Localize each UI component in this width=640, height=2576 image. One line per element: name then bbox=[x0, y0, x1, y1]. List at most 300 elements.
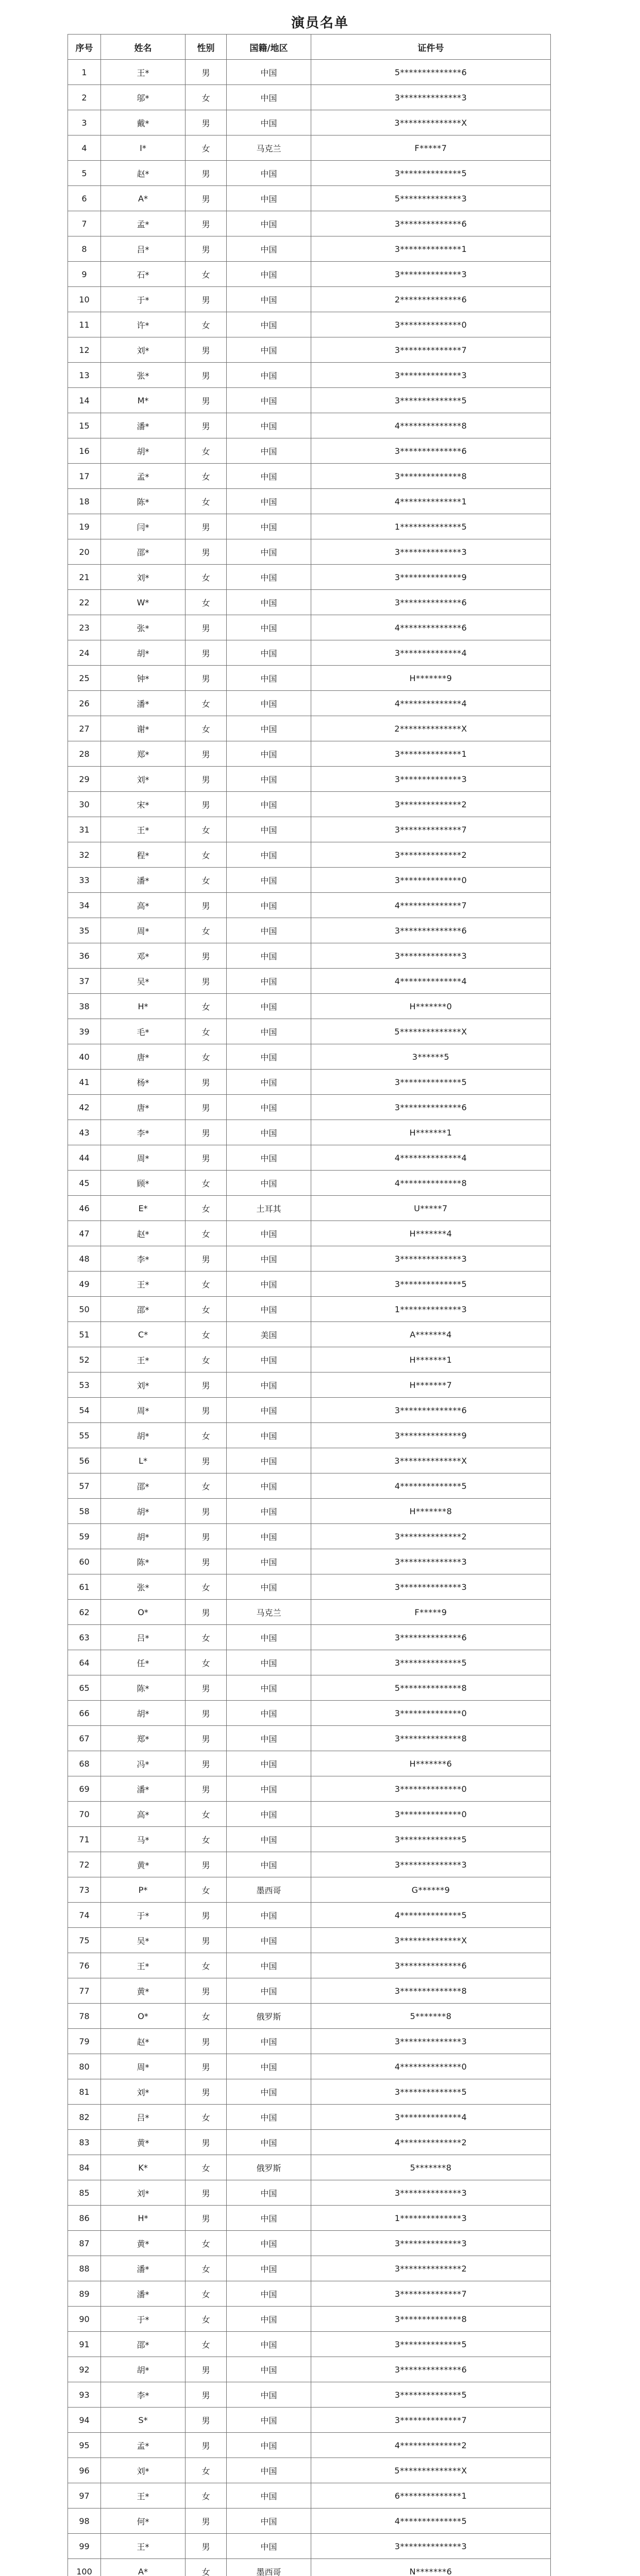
cell-gender: 男 bbox=[186, 2079, 227, 2105]
cell-nationality: 中国 bbox=[227, 2357, 311, 2382]
cell-id-number: 3**************3 bbox=[311, 363, 551, 388]
cell-gender: 男 bbox=[186, 413, 227, 438]
table-row bbox=[68, 236, 551, 262]
cell-id-number: 3**************X bbox=[311, 1928, 551, 1953]
table-row bbox=[68, 868, 551, 893]
cell-name: 张* bbox=[101, 615, 186, 640]
cell-gender: 男 bbox=[186, 943, 227, 969]
cell-gender: 女 bbox=[186, 2332, 227, 2357]
table-row bbox=[68, 1372, 551, 1398]
cell-seq: 73 bbox=[68, 1877, 101, 1903]
cell-name: 邵* bbox=[101, 2332, 186, 2357]
cell-seq: 77 bbox=[68, 1978, 101, 2004]
table-row bbox=[68, 1246, 551, 1272]
cell-id-number: 3**************0 bbox=[311, 1802, 551, 1827]
cell-name: 周* bbox=[101, 1145, 186, 1171]
cell-gender: 女 bbox=[186, 842, 227, 868]
table-row bbox=[68, 1751, 551, 1776]
cell-seq: 92 bbox=[68, 2357, 101, 2382]
cell-gender: 男 bbox=[186, 792, 227, 817]
cell-gender: 女 bbox=[186, 2307, 227, 2332]
cell-id-number: 3**************X bbox=[311, 110, 551, 135]
cell-seq: 9 bbox=[68, 262, 101, 287]
cell-seq: 23 bbox=[68, 615, 101, 640]
cell-nationality: 中国 bbox=[227, 1549, 311, 1574]
cell-name: 刘* bbox=[101, 337, 186, 363]
cell-name: 吴* bbox=[101, 1928, 186, 1953]
table-row bbox=[68, 2483, 551, 2509]
cell-id-number: 3**************5 bbox=[311, 2079, 551, 2105]
table-row bbox=[68, 792, 551, 817]
table-row bbox=[68, 438, 551, 464]
cell-seq: 15 bbox=[68, 413, 101, 438]
cell-name: I* bbox=[101, 135, 186, 161]
cell-seq: 62 bbox=[68, 1600, 101, 1625]
cell-id-number: 3**************7 bbox=[311, 2281, 551, 2307]
cell-nationality: 中国 bbox=[227, 1827, 311, 1852]
cell-name: 王* bbox=[101, 2483, 186, 2509]
cell-id-number: 3**************3 bbox=[311, 1574, 551, 1600]
cell-nationality: 中国 bbox=[227, 1120, 311, 1145]
cell-seq: 67 bbox=[68, 1726, 101, 1751]
cell-id-number: 4**************6 bbox=[311, 615, 551, 640]
cell-id-number: 3**************3 bbox=[311, 943, 551, 969]
cell-gender: 男 bbox=[186, 969, 227, 994]
cell-id-number: 2**************6 bbox=[311, 287, 551, 312]
cell-seq: 5 bbox=[68, 161, 101, 186]
cell-gender: 男 bbox=[186, 615, 227, 640]
cell-seq: 82 bbox=[68, 2105, 101, 2130]
table-row bbox=[68, 287, 551, 312]
cell-seq: 18 bbox=[68, 489, 101, 514]
cell-gender: 男 bbox=[186, 741, 227, 767]
cell-seq: 70 bbox=[68, 1802, 101, 1827]
table-row bbox=[68, 1549, 551, 1574]
cell-gender: 男 bbox=[186, 1978, 227, 2004]
cell-name: 胡* bbox=[101, 1423, 186, 1448]
cell-name: A* bbox=[101, 2559, 186, 2576]
cell-name: H* bbox=[101, 994, 186, 1019]
table-row bbox=[68, 1903, 551, 1928]
cell-name: 王* bbox=[101, 1272, 186, 1297]
cell-seq: 43 bbox=[68, 1120, 101, 1145]
cell-name: O* bbox=[101, 1600, 186, 1625]
cell-nationality: 中国 bbox=[227, 211, 311, 236]
table-row bbox=[68, 363, 551, 388]
cell-name: 钟* bbox=[101, 666, 186, 691]
cell-name: M* bbox=[101, 388, 186, 413]
cell-name: 潘* bbox=[101, 1776, 186, 1802]
cell-seq: 80 bbox=[68, 2054, 101, 2079]
cell-nationality: 中国 bbox=[227, 287, 311, 312]
cell-name: 顾* bbox=[101, 1171, 186, 1196]
cell-seq: 88 bbox=[68, 2256, 101, 2281]
table-row bbox=[68, 2332, 551, 2357]
cell-id-number: 4**************5 bbox=[311, 1473, 551, 1499]
cell-nationality: 中国 bbox=[227, 2054, 311, 2079]
cell-name: 胡* bbox=[101, 2357, 186, 2382]
cell-id-number: 3**************8 bbox=[311, 2307, 551, 2332]
table-row bbox=[68, 1499, 551, 1524]
cell-nationality: 中国 bbox=[227, 413, 311, 438]
cell-nationality: 中国 bbox=[227, 1903, 311, 1928]
cell-gender: 女 bbox=[186, 438, 227, 464]
cell-id-number: F*****9 bbox=[311, 1600, 551, 1625]
cell-nationality: 中国 bbox=[227, 2231, 311, 2256]
cell-gender: 女 bbox=[186, 135, 227, 161]
table-row bbox=[68, 741, 551, 767]
cell-name: 陈* bbox=[101, 489, 186, 514]
table-row bbox=[68, 2307, 551, 2332]
cell-name: 李* bbox=[101, 1120, 186, 1145]
cell-nationality: 中国 bbox=[227, 1928, 311, 1953]
cell-gender: 男 bbox=[186, 110, 227, 135]
cell-seq: 2 bbox=[68, 85, 101, 110]
cell-nationality: 中国 bbox=[227, 767, 311, 792]
cell-seq: 96 bbox=[68, 2458, 101, 2483]
cell-nationality: 中国 bbox=[227, 2534, 311, 2559]
cast-list-table bbox=[68, 34, 551, 2576]
cell-name: 冯* bbox=[101, 1751, 186, 1776]
cell-seq: 83 bbox=[68, 2130, 101, 2155]
cell-gender: 男 bbox=[186, 2029, 227, 2054]
cell-gender: 男 bbox=[186, 2054, 227, 2079]
cell-nationality: 中国 bbox=[227, 1499, 311, 1524]
cell-gender: 女 bbox=[186, 464, 227, 489]
table-row bbox=[68, 2382, 551, 2408]
table-row bbox=[68, 767, 551, 792]
cell-id-number: 3**************6 bbox=[311, 2357, 551, 2382]
table-row bbox=[68, 2180, 551, 2206]
cell-id-number: 3**************2 bbox=[311, 792, 551, 817]
cell-name: 高* bbox=[101, 1802, 186, 1827]
table-row bbox=[68, 590, 551, 615]
table-row bbox=[68, 2509, 551, 2534]
cell-id-number: 3**************7 bbox=[311, 817, 551, 842]
table-row bbox=[68, 1978, 551, 2004]
cell-nationality: 中国 bbox=[227, 312, 311, 337]
cell-id-number: 3**************8 bbox=[311, 464, 551, 489]
cell-seq: 79 bbox=[68, 2029, 101, 2054]
cell-seq: 63 bbox=[68, 1625, 101, 1650]
cell-name: 刘* bbox=[101, 1372, 186, 1398]
cell-name: 黄* bbox=[101, 2231, 186, 2256]
cell-gender: 男 bbox=[186, 2180, 227, 2206]
table-row bbox=[68, 2458, 551, 2483]
cell-id-number: 3**************3 bbox=[311, 1852, 551, 1877]
table-row bbox=[68, 1297, 551, 1322]
cell-name: 胡* bbox=[101, 1701, 186, 1726]
cell-name: 高* bbox=[101, 893, 186, 918]
cell-seq: 14 bbox=[68, 388, 101, 413]
table-row bbox=[68, 969, 551, 994]
cell-nationality: 中国 bbox=[227, 1776, 311, 1802]
table-row bbox=[68, 1802, 551, 1827]
table-row bbox=[68, 110, 551, 135]
cell-seq: 65 bbox=[68, 1675, 101, 1701]
cell-name: 陈* bbox=[101, 1549, 186, 1574]
cell-gender: 女 bbox=[186, 2458, 227, 2483]
cell-id-number: 3**************3 bbox=[311, 2029, 551, 2054]
cell-name: S* bbox=[101, 2408, 186, 2433]
cell-name: 潘* bbox=[101, 868, 186, 893]
table-row bbox=[68, 539, 551, 565]
cell-nationality: 中国 bbox=[227, 110, 311, 135]
cell-name: 潘* bbox=[101, 413, 186, 438]
table-row bbox=[68, 943, 551, 969]
cell-name: 刘* bbox=[101, 2180, 186, 2206]
cell-nationality: 俄罗斯 bbox=[227, 2004, 311, 2029]
cell-seq: 41 bbox=[68, 1070, 101, 1095]
header-gender: 性别 bbox=[186, 35, 227, 60]
cell-id-number: H*******6 bbox=[311, 1751, 551, 1776]
cell-name: 张* bbox=[101, 363, 186, 388]
cell-gender: 女 bbox=[186, 1322, 227, 1347]
cell-seq: 22 bbox=[68, 590, 101, 615]
cell-name: 赵* bbox=[101, 2029, 186, 2054]
cell-id-number: 3**************6 bbox=[311, 1953, 551, 1978]
cell-gender: 女 bbox=[186, 1827, 227, 1852]
cell-id-number: 5**************3 bbox=[311, 186, 551, 211]
cell-gender: 男 bbox=[186, 186, 227, 211]
cell-id-number: 3**************5 bbox=[311, 161, 551, 186]
cell-seq: 40 bbox=[68, 1044, 101, 1070]
cell-nationality: 中国 bbox=[227, 1726, 311, 1751]
cell-name: 唐* bbox=[101, 1044, 186, 1070]
cell-nationality: 中国 bbox=[227, 1524, 311, 1549]
cell-id-number: 3**************6 bbox=[311, 918, 551, 943]
cell-id-number: 3**************7 bbox=[311, 2408, 551, 2433]
table-row bbox=[68, 413, 551, 438]
cell-nationality: 中国 bbox=[227, 1347, 311, 1372]
cell-id-number: 4**************5 bbox=[311, 2509, 551, 2534]
cell-id-number: 3**************3 bbox=[311, 262, 551, 287]
table-row bbox=[68, 60, 551, 85]
table-row bbox=[68, 1625, 551, 1650]
table-row bbox=[68, 1953, 551, 1978]
table-row bbox=[68, 1070, 551, 1095]
cell-gender: 女 bbox=[186, 1877, 227, 1903]
cell-id-number: 4**************2 bbox=[311, 2433, 551, 2458]
cell-name: 周* bbox=[101, 2054, 186, 2079]
cell-nationality: 中国 bbox=[227, 2105, 311, 2130]
cell-id-number: 3**************1 bbox=[311, 741, 551, 767]
cell-id-number: 5**************6 bbox=[311, 60, 551, 85]
cell-name: 戴* bbox=[101, 110, 186, 135]
table-row bbox=[68, 565, 551, 590]
cell-seq: 54 bbox=[68, 1398, 101, 1423]
cell-gender: 女 bbox=[186, 1171, 227, 1196]
table-row bbox=[68, 1600, 551, 1625]
header-name: 姓名 bbox=[101, 35, 186, 60]
cell-gender: 男 bbox=[186, 1246, 227, 1272]
table-row bbox=[68, 1574, 551, 1600]
table-row bbox=[68, 1095, 551, 1120]
cell-name: O* bbox=[101, 2004, 186, 2029]
cell-seq: 33 bbox=[68, 868, 101, 893]
cell-seq: 17 bbox=[68, 464, 101, 489]
cell-gender: 女 bbox=[186, 716, 227, 741]
cell-seq: 57 bbox=[68, 1473, 101, 1499]
cell-gender: 男 bbox=[186, 1701, 227, 1726]
table-row bbox=[68, 337, 551, 363]
table-row bbox=[68, 1120, 551, 1145]
cell-id-number: G******9 bbox=[311, 1877, 551, 1903]
table-row bbox=[68, 666, 551, 691]
cell-seq: 89 bbox=[68, 2281, 101, 2307]
cell-gender: 男 bbox=[186, 1398, 227, 1423]
table-row bbox=[68, 2357, 551, 2382]
cell-seq: 85 bbox=[68, 2180, 101, 2206]
cell-name: 刘* bbox=[101, 2458, 186, 2483]
cell-id-number: 3**************2 bbox=[311, 2256, 551, 2281]
cell-name: 黄* bbox=[101, 2130, 186, 2155]
table-row bbox=[68, 2054, 551, 2079]
cell-nationality: 中国 bbox=[227, 1297, 311, 1322]
cell-nationality: 中国 bbox=[227, 539, 311, 565]
cell-name: 吕* bbox=[101, 2105, 186, 2130]
cell-nationality: 中国 bbox=[227, 1802, 311, 1827]
cell-nationality: 中国 bbox=[227, 60, 311, 85]
table-row bbox=[68, 2004, 551, 2029]
cell-seq: 7 bbox=[68, 211, 101, 236]
cell-gender: 女 bbox=[186, 489, 227, 514]
cell-seq: 95 bbox=[68, 2433, 101, 2458]
cell-gender: 男 bbox=[186, 539, 227, 565]
table-row bbox=[68, 640, 551, 666]
cell-nationality: 中国 bbox=[227, 2180, 311, 2206]
cell-nationality: 中国 bbox=[227, 236, 311, 262]
cell-gender: 女 bbox=[186, 590, 227, 615]
cell-name: 郑* bbox=[101, 741, 186, 767]
cell-id-number: 3**************6 bbox=[311, 1398, 551, 1423]
cell-id-number: 3**************4 bbox=[311, 2105, 551, 2130]
table-row bbox=[68, 489, 551, 514]
page-title: 演员名单 bbox=[291, 15, 349, 31]
cell-name: 吕* bbox=[101, 236, 186, 262]
cell-nationality: 中国 bbox=[227, 1448, 311, 1473]
cell-gender: 男 bbox=[186, 161, 227, 186]
cell-id-number: 3**************2 bbox=[311, 1524, 551, 1549]
cell-nationality: 中国 bbox=[227, 2509, 311, 2534]
table-row bbox=[68, 2433, 551, 2458]
cell-seq: 28 bbox=[68, 741, 101, 767]
cell-seq: 8 bbox=[68, 236, 101, 262]
cell-nationality: 中国 bbox=[227, 868, 311, 893]
cell-gender: 女 bbox=[186, 1625, 227, 1650]
cell-seq: 30 bbox=[68, 792, 101, 817]
cell-name: 许* bbox=[101, 312, 186, 337]
table-row bbox=[68, 2079, 551, 2105]
table-row bbox=[68, 1423, 551, 1448]
cell-gender: 女 bbox=[186, 817, 227, 842]
cell-id-number: 3**************3 bbox=[311, 1549, 551, 1574]
cell-id-number: 4**************4 bbox=[311, 969, 551, 994]
cell-name: 孟* bbox=[101, 211, 186, 236]
cell-id-number: 3**************6 bbox=[311, 438, 551, 464]
cell-name: 程* bbox=[101, 842, 186, 868]
cell-gender: 女 bbox=[186, 2256, 227, 2281]
cell-id-number: 3**************8 bbox=[311, 1978, 551, 2004]
cell-gender: 女 bbox=[186, 85, 227, 110]
table-row bbox=[68, 262, 551, 287]
cell-nationality: 中国 bbox=[227, 161, 311, 186]
cell-gender: 女 bbox=[186, 1196, 227, 1221]
cell-seq: 84 bbox=[68, 2155, 101, 2180]
cell-id-number: 4**************7 bbox=[311, 893, 551, 918]
cell-id-number: 3**************6 bbox=[311, 590, 551, 615]
cell-name: 王* bbox=[101, 60, 186, 85]
cell-name: C* bbox=[101, 1322, 186, 1347]
cell-seq: 58 bbox=[68, 1499, 101, 1524]
cell-gender: 男 bbox=[186, 211, 227, 236]
cell-name: 孟* bbox=[101, 464, 186, 489]
cell-nationality: 中国 bbox=[227, 2130, 311, 2155]
cell-nationality: 中国 bbox=[227, 2029, 311, 2054]
cell-id-number: 5**************X bbox=[311, 2458, 551, 2483]
cell-name: 吴* bbox=[101, 969, 186, 994]
cell-gender: 男 bbox=[186, 1726, 227, 1751]
cell-name: 杨* bbox=[101, 1070, 186, 1095]
cell-name: 王* bbox=[101, 817, 186, 842]
cell-seq: 35 bbox=[68, 918, 101, 943]
table-row bbox=[68, 514, 551, 539]
cell-id-number: 4**************4 bbox=[311, 691, 551, 716]
cell-name: 周* bbox=[101, 918, 186, 943]
cell-nationality: 中国 bbox=[227, 363, 311, 388]
cell-nationality: 中国 bbox=[227, 590, 311, 615]
cell-nationality: 中国 bbox=[227, 1221, 311, 1246]
cell-seq: 39 bbox=[68, 1019, 101, 1044]
cell-seq: 3 bbox=[68, 110, 101, 135]
table-row bbox=[68, 85, 551, 110]
cell-gender: 男 bbox=[186, 388, 227, 413]
cell-name: 闫* bbox=[101, 514, 186, 539]
cell-seq: 36 bbox=[68, 943, 101, 969]
cell-gender: 女 bbox=[186, 1044, 227, 1070]
cell-seq: 20 bbox=[68, 539, 101, 565]
cell-gender: 男 bbox=[186, 2206, 227, 2231]
cell-gender: 女 bbox=[186, 2281, 227, 2307]
cell-name: 于* bbox=[101, 2307, 186, 2332]
cell-id-number: 3**************2 bbox=[311, 842, 551, 868]
cell-nationality: 中国 bbox=[227, 1246, 311, 1272]
cell-seq: 51 bbox=[68, 1322, 101, 1347]
cell-nationality: 中国 bbox=[227, 1953, 311, 1978]
cell-nationality: 中国 bbox=[227, 741, 311, 767]
cell-id-number: 4**************5 bbox=[311, 1903, 551, 1928]
cell-name: P* bbox=[101, 1877, 186, 1903]
cell-id-number: 4**************2 bbox=[311, 2130, 551, 2155]
cell-seq: 46 bbox=[68, 1196, 101, 1221]
table-body bbox=[68, 60, 551, 2576]
cell-gender: 女 bbox=[186, 1297, 227, 1322]
cell-gender: 女 bbox=[186, 262, 227, 287]
cell-nationality: 中国 bbox=[227, 1145, 311, 1171]
cell-gender: 男 bbox=[186, 287, 227, 312]
cell-id-number: H*******4 bbox=[311, 1221, 551, 1246]
cell-nationality: 中国 bbox=[227, 1675, 311, 1701]
cell-id-number: 1**************3 bbox=[311, 1297, 551, 1322]
cell-seq: 24 bbox=[68, 640, 101, 666]
cell-nationality: 中国 bbox=[227, 2483, 311, 2509]
table-row bbox=[68, 1473, 551, 1499]
cell-seq: 16 bbox=[68, 438, 101, 464]
table-row bbox=[68, 1524, 551, 1549]
table-header-row bbox=[68, 35, 551, 60]
cell-gender: 男 bbox=[186, 640, 227, 666]
cell-seq: 42 bbox=[68, 1095, 101, 1120]
